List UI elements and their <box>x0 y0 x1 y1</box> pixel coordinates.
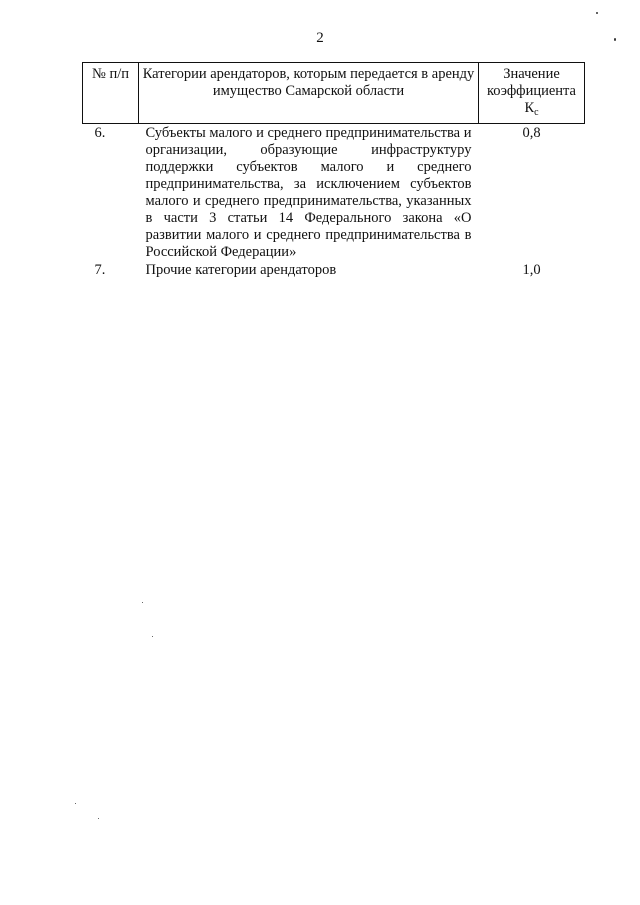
row-value: 1,0 <box>522 262 541 278</box>
scan-speck <box>75 803 76 804</box>
table-row <box>83 261 585 279</box>
header-category: Категории арендаторов, которым передается в аренду имущество Самарской области <box>139 63 479 124</box>
scan-speck <box>596 12 598 14</box>
header-number: № п/п <box>83 63 139 124</box>
scan-speck <box>98 818 99 819</box>
row-number: 6. <box>94 125 106 141</box>
header-value-label: Значение коэффициента К <box>486 66 576 116</box>
header-value <box>479 63 585 124</box>
table-row <box>83 124 585 262</box>
coefficient-table <box>82 62 585 279</box>
table-header-row <box>83 63 585 124</box>
scan-speck <box>142 602 143 603</box>
page-number: 2 <box>316 30 324 46</box>
row-category: Прочие категории арендаторов <box>145 262 337 278</box>
row-number: 7. <box>94 262 106 278</box>
row-value: 0,8 <box>522 125 541 141</box>
row-category: Субъекты малого и среднего предпринимательства и организации, образующие инфраструктуру поддержки субъектов малого и среднего предпринимательства, за исключением субъектов малого и среднего предпринимательства, указанных в части 3 статьи 14 Федерального закона «О развитии малого и среднего предпринимательства в Российской Федерации» <box>145 125 472 260</box>
header-value-subscript: с <box>534 107 539 118</box>
scan-speck <box>152 636 153 637</box>
scan-speck <box>614 38 616 41</box>
